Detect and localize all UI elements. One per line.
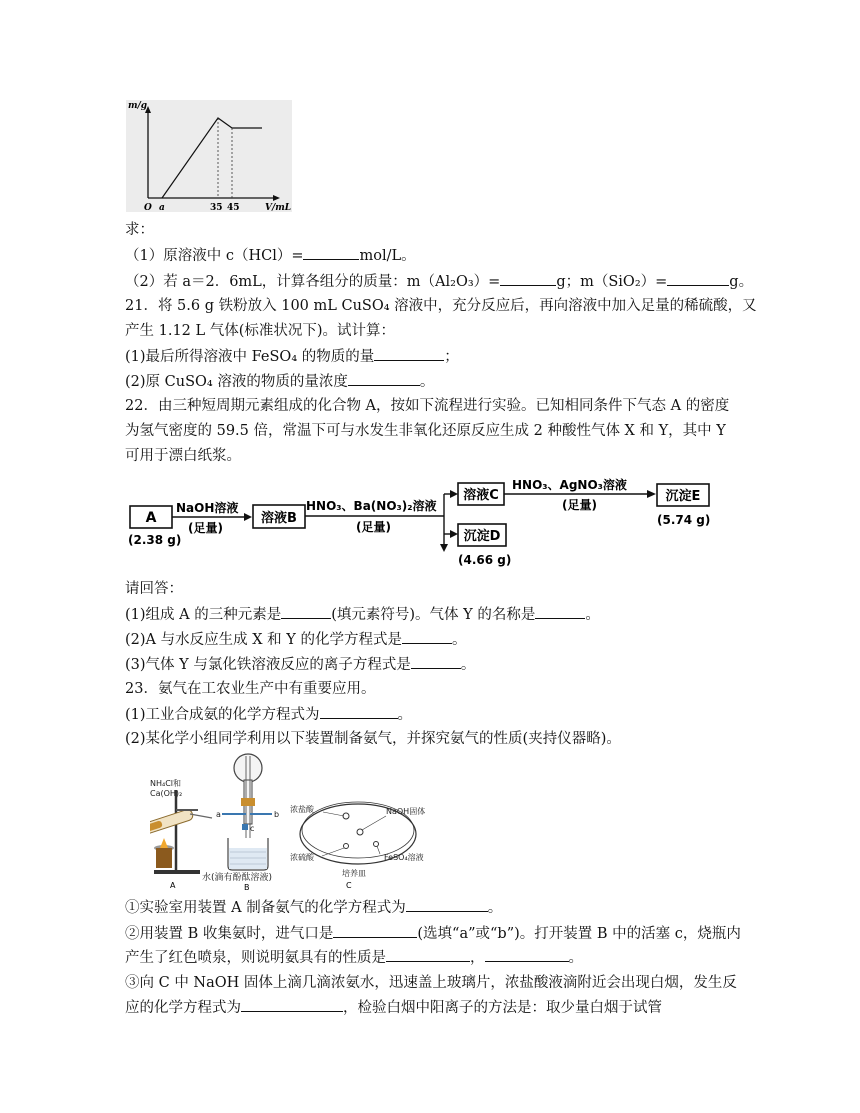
q21-part1-text: (1)最后所得溶液中 FeSO₄ 的物质的量	[125, 349, 375, 365]
origin-label: O	[144, 203, 152, 212]
apparatus-b	[202, 754, 279, 892]
q23-s2	[125, 923, 740, 944]
reagent3: HNO₃、AgNO₃溶液	[512, 478, 627, 492]
q20-ask: 求：	[125, 222, 154, 238]
q22-line2: 为氢气密度的 59.5 倍，常温下可与水发生非氧化还原反应生成 2 种酸性气体 X 和 Y，其中 Y	[125, 423, 726, 439]
conc-hcl-label: 浓盐酸	[290, 805, 314, 814]
conc-h2so4-label: 浓硫酸	[290, 853, 314, 862]
mass-d: (4.66 g)	[458, 553, 512, 567]
q23-line1: 23．氨气在工农业生产中有重要应用。	[125, 681, 376, 697]
q22-part1-c: 。	[585, 607, 600, 623]
q22-part2-text: (2)A 与水反应生成 X 和 Y 的化学方程式是	[125, 632, 402, 648]
q21-part2-end: 。	[419, 374, 435, 390]
answer-blank[interactable]	[386, 947, 470, 962]
q22-part1	[125, 604, 740, 625]
box-e-label: 沉淀E	[665, 489, 701, 504]
mass-e: (5.74 g)	[657, 513, 711, 527]
x-axis-label: V/mL	[265, 203, 292, 212]
answer-blank[interactable]	[406, 897, 488, 912]
q22-flow-diagram	[126, 478, 726, 570]
q20-part1-unit: mol/L。	[359, 248, 416, 264]
label-c: C	[346, 881, 352, 890]
q20-part2	[125, 271, 754, 292]
reagent1: NaOH溶液	[176, 501, 239, 515]
q20-part2-text: （2）若 a＝2．6mL，计算各组分的质量：m（Al₂O₃）=	[125, 274, 501, 290]
answer-blank[interactable]	[535, 604, 585, 619]
y-axis-label: m/g	[128, 101, 148, 111]
answer-blank[interactable]	[320, 704, 398, 719]
q22-ask: 请回答：	[125, 581, 183, 597]
q22-part3	[125, 654, 740, 675]
naoh-solid-label: NaOH固体	[386, 807, 426, 816]
q23-s2-line2	[125, 947, 740, 968]
reagent2-sub: (足量)	[356, 520, 391, 534]
tick-a: a	[159, 203, 165, 212]
answer-blank[interactable]	[348, 371, 420, 386]
q20-part2-mid: g；m（SiO₂）=	[556, 274, 668, 290]
q21-part1-end: ；	[444, 349, 459, 365]
q23-part1-text: (1)工业合成氨的化学方程式为	[125, 707, 320, 723]
mass-volume-graph	[126, 100, 292, 212]
answer-blank[interactable]	[241, 997, 343, 1012]
box-a-label: A	[145, 510, 157, 526]
answer-blank[interactable]	[333, 923, 417, 938]
q23-s2-line2-a: 产生了红色喷泉，则说明氨具有的性质是	[125, 950, 386, 966]
q20-part1-text: （1）原溶液中 c（HCl）=	[125, 248, 304, 264]
reagent-a-line2: Ca(OH)₂	[150, 789, 183, 798]
q23-part2: (2)某化学小组同学利用以下装置制备氨气，并探究氨气的性质(夹持仪器略)。	[125, 731, 621, 747]
q23-s2-b: (选填“a”或“b”)。打开装置 B 中的活塞 c，烧瓶内	[417, 926, 741, 942]
q21-line1: 21．将 5.6 g 铁粉放入 100 mL CuSO₄ 溶液中，充分反应后，再向溶液中加入足量的稀硫酸，又	[125, 298, 757, 314]
tick-45: 45	[227, 203, 240, 212]
q22-part1-b: (填元素符号)。气体 Y 的名称是	[331, 607, 536, 623]
tick-35: 35	[210, 203, 223, 212]
q23-s3-line1: ③向 C 中 NaOH 固体上滴几滴浓氨水，迅速盖上玻璃片，浓盐酸液滴附近会出现白烟，发生反	[125, 975, 737, 991]
q23-part1-end: 。	[397, 707, 413, 723]
q21-line2: 产生 1.12 L 气体(标准状况下)。试计算：	[125, 323, 396, 339]
mass-a: (2.38 g)	[128, 533, 182, 547]
apparatus-c	[290, 802, 425, 890]
q23-s2-line2-c: 。	[568, 950, 583, 966]
q23-s3-b: 应的化学方程式为	[125, 1000, 241, 1016]
feso4-label: FeSO₄溶液	[384, 853, 424, 862]
q20-part2-end: g。	[729, 274, 754, 290]
q23-s3-line2	[125, 997, 740, 1018]
box-d-label: 沉淀D	[463, 529, 501, 544]
q23-part1	[125, 704, 740, 725]
valve-c: c	[250, 824, 255, 833]
answer-blank[interactable]	[667, 271, 729, 286]
q21-part1	[125, 346, 740, 367]
answer-blank[interactable]	[303, 245, 359, 260]
answer-blank[interactable]	[281, 604, 331, 619]
valve-b: b	[274, 810, 280, 819]
reagent2: HNO₃、Ba(NO₃)₂溶液	[306, 499, 437, 513]
q22-part2	[125, 629, 740, 650]
q23-s1-text: ①实验室用装置 A 制备氨气的化学方程式为	[125, 900, 406, 916]
answer-blank[interactable]	[411, 654, 461, 669]
q22-line3: 可用于漂白纸浆。	[125, 448, 241, 464]
reagent3-sub: (足量)	[562, 498, 597, 512]
reagent-a-line1: NH₄Cl和	[150, 779, 182, 788]
answer-blank[interactable]	[500, 271, 556, 286]
q22-part1-a: (1)组成 A 的三种元素是	[125, 607, 282, 623]
answer-blank[interactable]	[485, 947, 569, 962]
q22-line1: 22．由三种短周期元素组成的化合物 A，按如下流程进行实验。已知相同条件下气态 A 的密度	[125, 398, 730, 414]
q22-part2-end: 。	[451, 632, 467, 648]
answer-blank[interactable]	[374, 346, 444, 361]
label-a: A	[170, 881, 176, 890]
q22-part3-end: 。	[460, 657, 476, 673]
answer-blank[interactable]	[402, 629, 452, 644]
box-b-label: 溶液B	[261, 511, 297, 526]
q23-s3-c: ，检验白烟中阳离子的方法是：取少量白烟于试管	[343, 1000, 662, 1016]
reagent1-sub: (足量)	[188, 521, 223, 535]
water-label: 水(滴有酚酞溶液)	[202, 873, 273, 883]
q21-part2-text: (2)原 CuSO₄ 溶液的物质的量浓度	[125, 374, 348, 390]
q22-part3-text: (3)气体 Y 与氯化铁溶液反应的离子方程式是	[125, 657, 411, 673]
q23-s1	[125, 897, 740, 918]
q23-apparatus	[150, 752, 440, 892]
q20-part1	[125, 245, 740, 266]
q23-s1-end: 。	[487, 900, 503, 916]
dish-label: 培养皿	[342, 869, 366, 878]
box-c-label: 溶液C	[463, 488, 499, 503]
q21-part2	[125, 371, 740, 392]
label-b: B	[244, 883, 250, 892]
q23-s2-line2-b: ，	[470, 950, 485, 966]
q23-s2-a: ②用装置 B 收集氨时，进气口是	[125, 926, 334, 942]
valve-a: a	[216, 810, 221, 819]
